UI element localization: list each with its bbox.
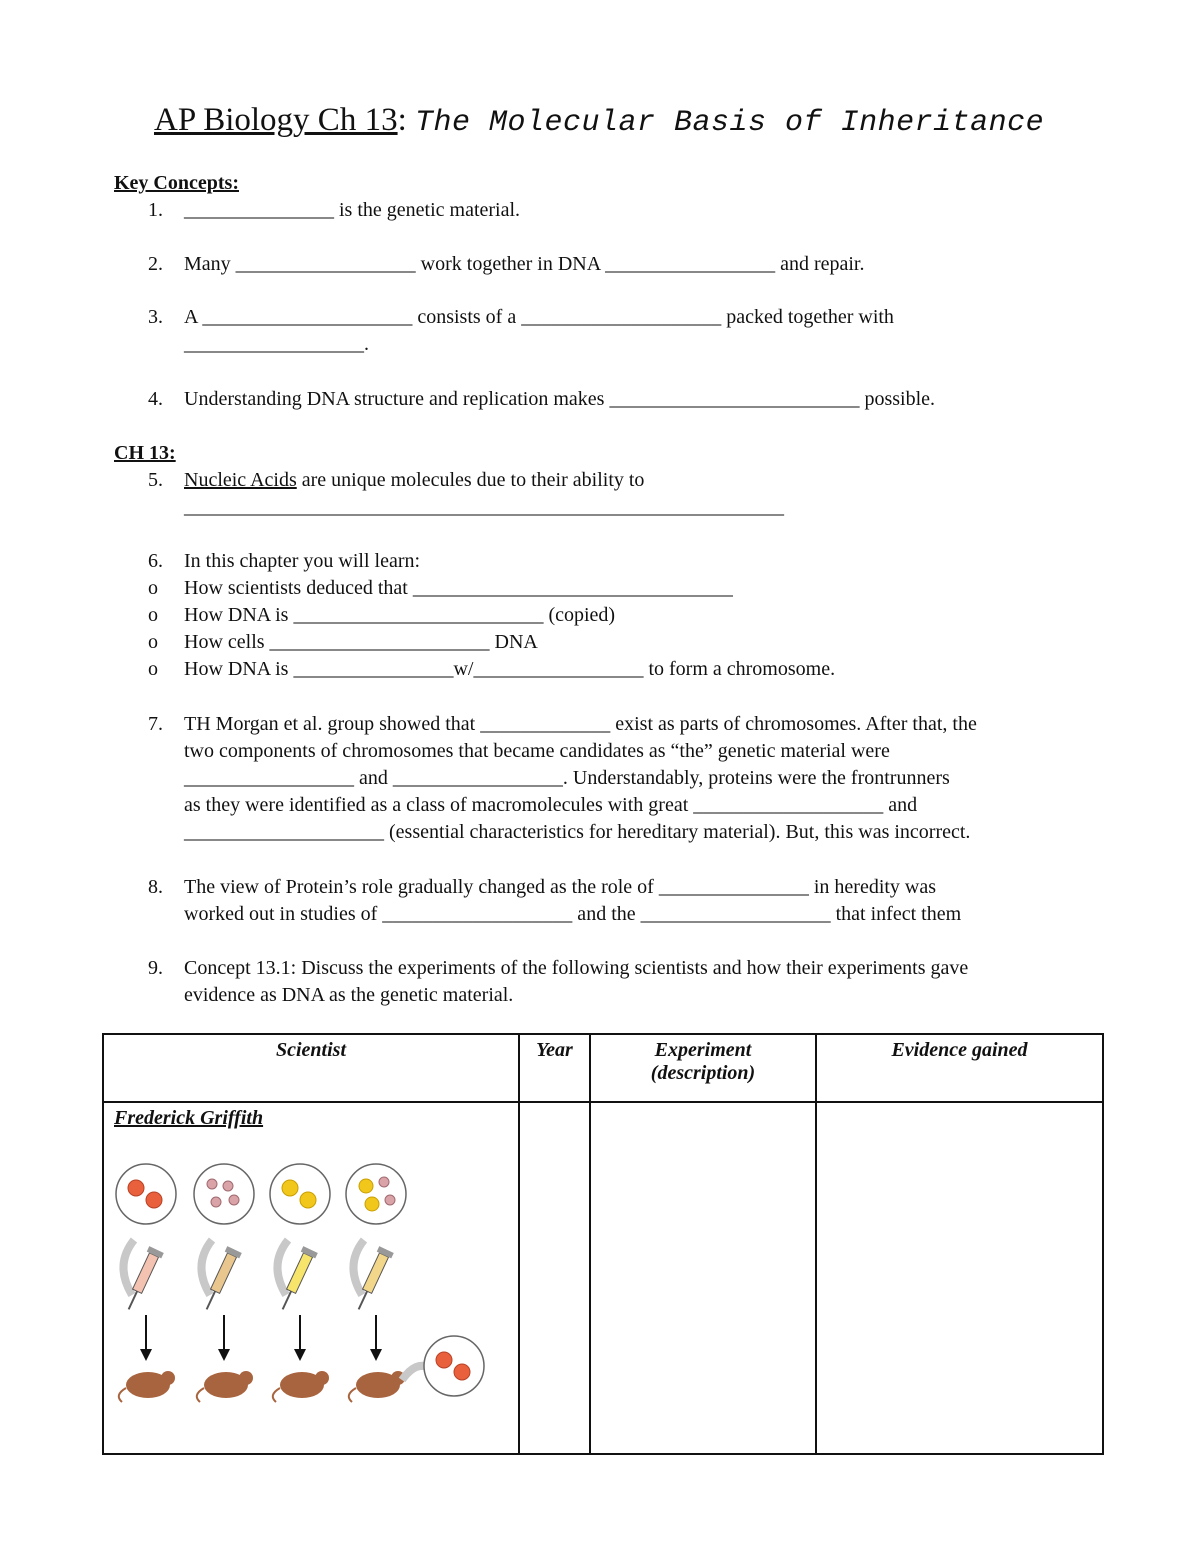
item-6-bullet-4: How DNA is ________________w/_________________ to form a chromosome. xyxy=(184,658,836,680)
petri-dish-icon xyxy=(424,1336,484,1396)
mouse-icon xyxy=(197,1371,253,1402)
bullet-marker: o xyxy=(148,631,158,653)
item-9-line1: Concept 13.1: Discuss the experiments of the following scientists and how their experiments gave xyxy=(184,957,969,979)
scientist-name: Frederick Griffith xyxy=(114,1107,264,1129)
page-title xyxy=(154,102,1044,140)
item-8-line2: worked out in studies of ___________________ and the ___________________ that infect them xyxy=(184,903,962,925)
mouse-icon xyxy=(273,1371,329,1402)
item-7-line2: two components of chromosomes that became candidates as “the” genetic material were xyxy=(184,740,890,762)
item-3-number: 3. xyxy=(148,306,163,328)
cell-scientist xyxy=(103,1102,519,1454)
bullet-marker: o xyxy=(148,577,158,599)
table-header-row xyxy=(103,1034,1103,1102)
item-8-line1: The view of Protein’s role gradually changed as the role of _______________ in heredity was xyxy=(184,876,937,898)
bullet-marker: o xyxy=(148,604,158,626)
item-2-text: Many __________________ work together in DNA _________________ and repair. xyxy=(184,253,865,275)
item-1-text: _______________ is the genetic material. xyxy=(184,199,521,221)
title-subtitle: The Molecular Basis of Inheritance xyxy=(415,106,1045,140)
key-concepts-heading: Key Concepts: xyxy=(114,172,239,194)
curved-arrow-icon xyxy=(353,1240,364,1295)
item-5-line2: ____________________________________________________________ xyxy=(184,496,784,518)
item-6-bullet-3: How cells ______________________ DNA xyxy=(184,631,538,653)
petri-dish-icon xyxy=(346,1164,406,1224)
header-evidence: Evidence gained xyxy=(816,1034,1103,1102)
header-experiment-line1: Experiment xyxy=(654,1039,752,1061)
item-9-line2: evidence as DNA as the genetic material. xyxy=(184,984,514,1006)
scientist-table xyxy=(102,1033,1104,1455)
item-7-number: 7. xyxy=(148,713,163,735)
curved-arrow-icon xyxy=(123,1240,134,1295)
item-7-line4: as they were identified as a class of macromolecules with great ___________________ and xyxy=(184,794,918,816)
cell-evidence[interactable] xyxy=(816,1102,1103,1454)
table-row xyxy=(103,1102,1103,1454)
item-7-line5: ____________________ (essential characteristics for hereditary material). But, this was incorrect. xyxy=(184,821,971,843)
item-6-bullet-1: How scientists deduced that ________________________________ xyxy=(184,577,733,599)
header-scientist: Scientist xyxy=(103,1034,519,1102)
item-6-number: 6. xyxy=(148,550,163,572)
item-6-intro: In this chapter you will learn: xyxy=(184,550,421,572)
curved-arrow-icon xyxy=(201,1240,212,1295)
griffith-experiment-figure xyxy=(104,1150,504,1410)
item-3-text-line2: __________________. xyxy=(184,333,369,355)
cell-year[interactable] xyxy=(519,1102,590,1454)
item-6-bullet-2: How DNA is _________________________ (copied) xyxy=(184,604,616,626)
mouse-icon xyxy=(119,1371,175,1402)
item-5-number: 5. xyxy=(148,469,163,491)
ch13-heading: CH 13: xyxy=(114,442,176,464)
title-lead: AP Biology Ch 13 xyxy=(154,102,398,138)
petri-dish-icon xyxy=(270,1164,330,1224)
petri-dish-icon xyxy=(194,1164,254,1224)
petri-dish-icon xyxy=(116,1164,176,1224)
nucleic-acids-term: Nucleic Acids xyxy=(184,469,297,491)
item-5-text xyxy=(184,469,644,492)
header-year: Year xyxy=(519,1034,590,1102)
item-4-number: 4. xyxy=(148,388,163,410)
item-3-text-line1: A _____________________ consists of a ____________________ packed together with xyxy=(184,306,894,328)
curved-arrow-icon xyxy=(277,1240,288,1295)
item-7-line1: TH Morgan et al. group showed that _____________ exist as parts of chromosomes. After that, the xyxy=(184,713,977,735)
item-1-number: 1. xyxy=(148,199,163,221)
title-colon: : xyxy=(397,102,407,138)
item-8-number: 8. xyxy=(148,876,163,898)
bullet-marker: o xyxy=(148,658,158,680)
header-experiment-line2: (description) xyxy=(650,1062,756,1084)
item-5-rest: are unique molecules due to their ability to xyxy=(296,469,645,491)
mouse-icon xyxy=(349,1371,405,1402)
header-experiment xyxy=(590,1034,816,1102)
cell-experiment[interactable] xyxy=(590,1102,816,1454)
item-7-line3: _________________ and _________________. Understandably, proteins were the frontrunners xyxy=(184,767,950,789)
item-9-number: 9. xyxy=(148,957,163,979)
item-2-number: 2. xyxy=(148,253,163,275)
item-4-text: Understanding DNA structure and replication makes _________________________ possible. xyxy=(184,388,935,410)
